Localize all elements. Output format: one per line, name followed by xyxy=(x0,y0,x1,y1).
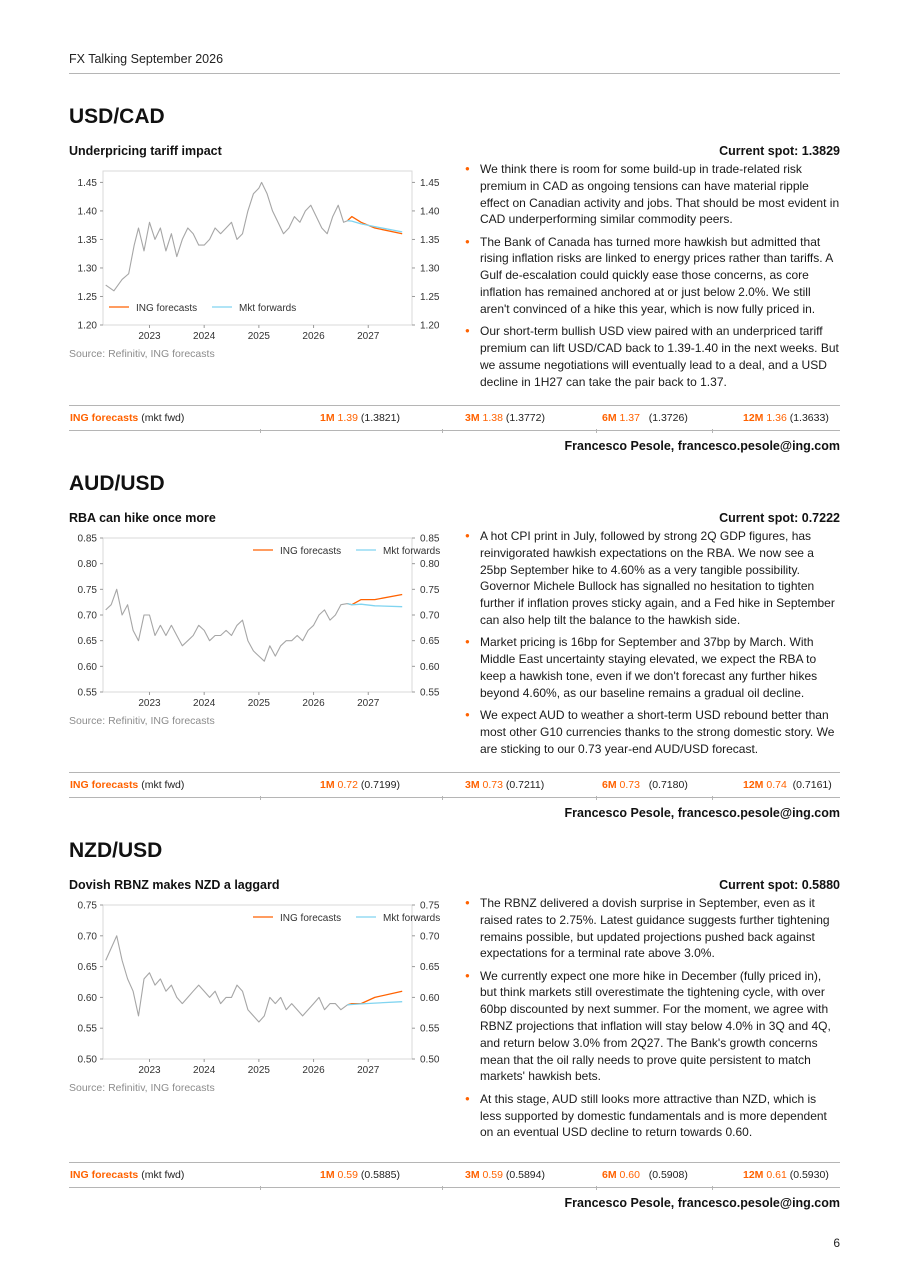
y-tick-label-right: 0.65 xyxy=(420,636,440,648)
y-tick-label-left: 0.55 xyxy=(77,1023,97,1035)
forecast-label xyxy=(70,412,184,424)
section-usdcad xyxy=(69,105,840,473)
bar-tick xyxy=(442,1186,443,1190)
horizon: 6M xyxy=(602,1169,617,1181)
horizon: 12M xyxy=(743,412,764,424)
x-tick-label: 2024 xyxy=(193,698,216,709)
forecast-bar xyxy=(69,772,840,798)
forecast-label-suffix: (mkt fwd) xyxy=(138,1169,185,1181)
legend-label: ING forecasts xyxy=(280,546,342,557)
legend-label: ING forecasts xyxy=(136,303,198,314)
horizon: 1M xyxy=(320,779,335,791)
bar-tick xyxy=(260,796,261,800)
bar-tick xyxy=(596,429,597,433)
y-tick-label-left: 1.40 xyxy=(77,206,97,218)
commentary-list xyxy=(464,161,840,396)
plot-frame xyxy=(103,171,412,325)
ing-value: 1.36 xyxy=(766,412,787,424)
forecast-3m xyxy=(465,779,544,791)
x-tick-label: 2026 xyxy=(302,698,325,709)
fwd-value: (0.7161) xyxy=(792,779,832,791)
series-line-fwd xyxy=(348,604,403,607)
forecast-bar xyxy=(69,405,840,431)
ing-value: 1.38 xyxy=(482,412,503,424)
commentary-list xyxy=(464,528,840,763)
report-header: FX Talking September 2026 xyxy=(69,52,224,66)
y-tick-label-left: 1.35 xyxy=(77,234,97,246)
x-tick-label: 2027 xyxy=(357,1065,380,1076)
y-tick-label-right: 0.75 xyxy=(420,900,440,912)
series-line-spot xyxy=(106,936,348,1022)
series-line-spot xyxy=(106,589,348,661)
x-tick-label: 2025 xyxy=(247,1065,270,1076)
bullet-item: ● A hot CPI print in July, followed by strong 2Q GDP figures, has reinvigorated hawkish expectations on the RBA. We now see a 25bp September hike to 4.60% as a very tangible possibility. Governor Michele Bullock has signalled no hesitation to tighten further if inflation proves sticky again, and a Fed hike in September can also help tilt the balance to the hawkish side. xyxy=(464,528,840,629)
bullet-item: ● We think there is room for some build-up in trade-related risk premium in CAD as ongoing tensions can have material ripple effect on Canadian activity and jobs. That should be most evident in CAD underperforming similar commodity peers. xyxy=(464,161,840,228)
legend-label: Mkt forwards xyxy=(383,913,441,924)
series-line-ing xyxy=(348,217,403,234)
legend-label: Mkt forwards xyxy=(383,546,441,557)
x-tick-label: 2024 xyxy=(193,331,216,342)
x-tick-label: 2025 xyxy=(247,698,270,709)
series-line-fwd xyxy=(348,221,403,232)
forecast-1m xyxy=(320,412,400,424)
ing-value: 0.60 xyxy=(619,1169,640,1181)
fx-line-chart xyxy=(69,527,449,717)
chart-source: Source: Refinitiv, ING forecasts xyxy=(69,715,215,727)
forecast-12m xyxy=(743,779,832,791)
forecast-label-ing: ING forecasts xyxy=(70,1169,139,1181)
x-tick-label: 2027 xyxy=(357,331,380,342)
ing-value: 1.39 xyxy=(337,412,358,424)
y-tick-label-left: 0.50 xyxy=(77,1054,97,1066)
bullet-item: ● Market pricing is 16bp for September and 37bp by March. With Middle East uncertainty staying elevated, we expect the RBA to keep a hawkish tone, even if we don't forecast any further hikes beyond 4.60%, as our baseline remains a gradual oil decline. xyxy=(464,634,840,701)
horizon: 6M xyxy=(602,779,617,791)
y-tick-label-right: 1.30 xyxy=(420,263,440,275)
y-tick-label-left: 0.70 xyxy=(77,610,97,622)
section-audusd xyxy=(69,472,840,840)
fwd-value: (1.3633) xyxy=(789,412,829,424)
bar-tick xyxy=(596,1186,597,1190)
fwd-value: (0.5894) xyxy=(505,1169,545,1181)
y-tick-label-right: 0.80 xyxy=(420,559,440,571)
fx-line-chart xyxy=(69,894,449,1084)
y-tick-label-right: 0.55 xyxy=(420,1023,440,1035)
horizon: 3M xyxy=(465,779,480,791)
forecast-label-ing: ING forecasts xyxy=(70,412,139,424)
y-tick-label-right: 0.55 xyxy=(420,687,440,699)
forecast-6m xyxy=(602,1169,688,1181)
x-tick-label: 2023 xyxy=(138,1065,161,1076)
horizon: 6M xyxy=(602,412,617,424)
y-tick-label-left: 0.80 xyxy=(77,559,97,571)
y-tick-label-right: 0.85 xyxy=(420,533,440,545)
forecast-1m xyxy=(320,779,400,791)
ing-value: 1.37 xyxy=(619,412,640,424)
bar-tick xyxy=(442,796,443,800)
horizon: 3M xyxy=(465,1169,480,1181)
x-tick-label: 2026 xyxy=(302,331,325,342)
chart-source: Source: Refinitiv, ING forecasts xyxy=(69,348,215,360)
bar-tick xyxy=(596,796,597,800)
y-tick-label-left: 0.65 xyxy=(77,636,97,648)
y-tick-label-right: 0.65 xyxy=(420,962,440,974)
y-tick-label-left: 0.75 xyxy=(77,900,97,912)
y-tick-label-right: 0.60 xyxy=(420,992,440,1004)
ing-value: 0.74 xyxy=(766,779,787,791)
x-tick-label: 2026 xyxy=(302,1065,325,1076)
ing-value: 0.73 xyxy=(482,779,503,791)
bar-tick xyxy=(712,1186,713,1190)
section-subtitle: Dovish RBNZ makes NZD a laggard xyxy=(69,878,280,892)
x-tick-label: 2023 xyxy=(138,331,161,342)
ing-value: 0.61 xyxy=(766,1169,787,1181)
y-tick-label-right: 1.40 xyxy=(420,206,440,218)
forecast-label-suffix: (mkt fwd) xyxy=(138,779,185,791)
y-tick-label-right: 0.70 xyxy=(420,610,440,622)
fwd-value: (0.5930) xyxy=(789,1169,829,1181)
y-tick-label-left: 0.75 xyxy=(77,584,97,596)
y-tick-label-left: 0.65 xyxy=(77,962,97,974)
y-tick-label-right: 0.60 xyxy=(420,661,440,673)
series-line-ing xyxy=(348,595,403,605)
current-spot: Current spot: 1.3829 xyxy=(719,144,840,158)
bar-tick xyxy=(712,796,713,800)
x-tick-label: 2027 xyxy=(357,698,380,709)
bar-tick xyxy=(260,1186,261,1190)
pair-title: NZD/USD xyxy=(69,839,163,862)
horizon: 3M xyxy=(465,412,480,424)
y-tick-label-left: 0.85 xyxy=(77,533,97,545)
author-line: Francesco Pesole, francesco.pesole@ing.com xyxy=(564,1196,840,1210)
y-tick-label-left: 1.25 xyxy=(77,291,97,303)
ing-value: 0.59 xyxy=(482,1169,503,1181)
pair-title: USD/CAD xyxy=(69,105,165,128)
bar-tick xyxy=(260,429,261,433)
y-tick-label-right: 0.75 xyxy=(420,584,440,596)
forecast-12m xyxy=(743,412,829,424)
bullet-item: ● We expect AUD to weather a short-term USD rebound better than most other G10 currencies thanks to the strong domestic story. We are sticking to our 0.73 year-end AUD/USD forecast. xyxy=(464,707,840,757)
horizon: 12M xyxy=(743,779,764,791)
y-tick-label-left: 1.20 xyxy=(77,320,97,332)
y-tick-label-left: 0.55 xyxy=(77,687,97,699)
bar-tick xyxy=(442,429,443,433)
forecast-bar xyxy=(69,1162,840,1188)
ing-value: 0.59 xyxy=(337,1169,358,1181)
ing-value: 0.73 xyxy=(619,779,640,791)
y-tick-label-left: 0.60 xyxy=(77,992,97,1004)
horizon: 12M xyxy=(743,1169,764,1181)
horizon: 1M xyxy=(320,412,335,424)
forecast-3m xyxy=(465,1169,545,1181)
y-tick-label-left: 0.70 xyxy=(77,931,97,943)
bullet-item: ● The RBNZ delivered a dovish surprise in September, even as it raised rates to 2.75%. Latest guidance suggests further tightening remains possible, but updated projections pushed back against expectations for a terminal rate above 3.0%. xyxy=(464,895,840,962)
y-tick-label-right: 1.35 xyxy=(420,234,440,246)
horizon: 1M xyxy=(320,1169,335,1181)
forecast-label-suffix: (mkt fwd) xyxy=(138,412,185,424)
forecast-label xyxy=(70,779,184,791)
fwd-value: (0.7211) xyxy=(505,779,545,791)
y-tick-label-left: 1.30 xyxy=(77,263,97,275)
forecast-6m xyxy=(602,412,688,424)
fwd-value: (1.3821) xyxy=(360,412,400,424)
bullet-item: ● We currently expect one more hike in December (fully priced in), but think markets still overestimate the tightening cycle, with over 60bp discounted by next summer. For the moment, we agree with RBNZ projections that inflation will stay below 4.0% in 3Q and 4Q, and return below 3.0% from 2Q27. The Bank's growth concerns mean that the oil rally needs to prove quite persistent to match markets' hawkish bets. xyxy=(464,968,840,1086)
header-divider xyxy=(69,73,840,74)
bullet-item: ● At this stage, AUD still looks more attractive than NZD, which is less supported by domestic fundamentals and is more dependent on an eventual USD decline to return towards 0.60. xyxy=(464,1091,840,1141)
bullet-item: ● The Bank of Canada has turned more hawkish but admitted that rising inflation risks are linked to energy prices rather than tariffs. A Gulf de-escalation could quickly ease those concerns, as core inflation has remained anchored at or just below 2.0%. We still aren't convinced of a hike this year, which is now fully priced in. xyxy=(464,234,840,318)
forecast-12m xyxy=(743,1169,829,1181)
fwd-value: (0.5908) xyxy=(648,1169,688,1181)
legend-label: ING forecasts xyxy=(280,913,342,924)
fwd-value: (1.3726) xyxy=(648,412,688,424)
author-line: Francesco Pesole, francesco.pesole@ing.com xyxy=(564,806,840,820)
fwd-value: (0.7199) xyxy=(360,779,400,791)
series-line-spot xyxy=(106,182,348,290)
plot-frame xyxy=(103,905,412,1059)
section-nzdusd xyxy=(69,839,840,1210)
x-tick-label: 2025 xyxy=(247,331,270,342)
bar-tick xyxy=(712,429,713,433)
y-tick-label-right: 0.50 xyxy=(420,1054,440,1066)
current-spot: Current spot: 0.5880 xyxy=(719,878,840,892)
fx-line-chart xyxy=(69,160,449,350)
y-tick-label-left: 0.60 xyxy=(77,661,97,673)
forecast-label-ing: ING forecasts xyxy=(70,779,139,791)
chart-source: Source: Refinitiv, ING forecasts xyxy=(69,1082,215,1094)
bullet-item: ● Our short-term bullish USD view paired with an underpriced tariff premium can lift USD/CAD back to 1.39-1.40 in the next weeks. But we assume negotiations will eventually lead to a deal, and a USD decline in 1H27 can take the pair back to 1.37. xyxy=(464,323,840,390)
y-tick-label-right: 1.20 xyxy=(420,320,440,332)
page-number: 6 xyxy=(833,1236,840,1250)
y-tick-label-right: 0.70 xyxy=(420,931,440,943)
ing-value: 0.72 xyxy=(337,779,358,791)
section-subtitle: RBA can hike once more xyxy=(69,511,216,525)
commentary-list xyxy=(464,895,840,1147)
section-subtitle: Underpricing tariff impact xyxy=(69,144,222,158)
y-tick-label-right: 1.25 xyxy=(420,291,440,303)
y-tick-label-right: 1.45 xyxy=(420,177,440,189)
author-line: Francesco Pesole, francesco.pesole@ing.com xyxy=(564,439,840,453)
forecast-3m xyxy=(465,412,545,424)
y-tick-label-left: 1.45 xyxy=(77,177,97,189)
forecast-1m xyxy=(320,1169,400,1181)
fwd-value: (1.3772) xyxy=(505,412,545,424)
current-spot: Current spot: 0.7222 xyxy=(719,511,840,525)
forecast-6m xyxy=(602,779,688,791)
x-tick-label: 2023 xyxy=(138,698,161,709)
x-tick-label: 2024 xyxy=(193,1065,216,1076)
forecast-label xyxy=(70,1169,184,1181)
fwd-value: (0.7180) xyxy=(648,779,688,791)
legend-label: Mkt forwards xyxy=(239,303,297,314)
pair-title: AUD/USD xyxy=(69,472,165,495)
fwd-value: (0.5885) xyxy=(360,1169,400,1181)
